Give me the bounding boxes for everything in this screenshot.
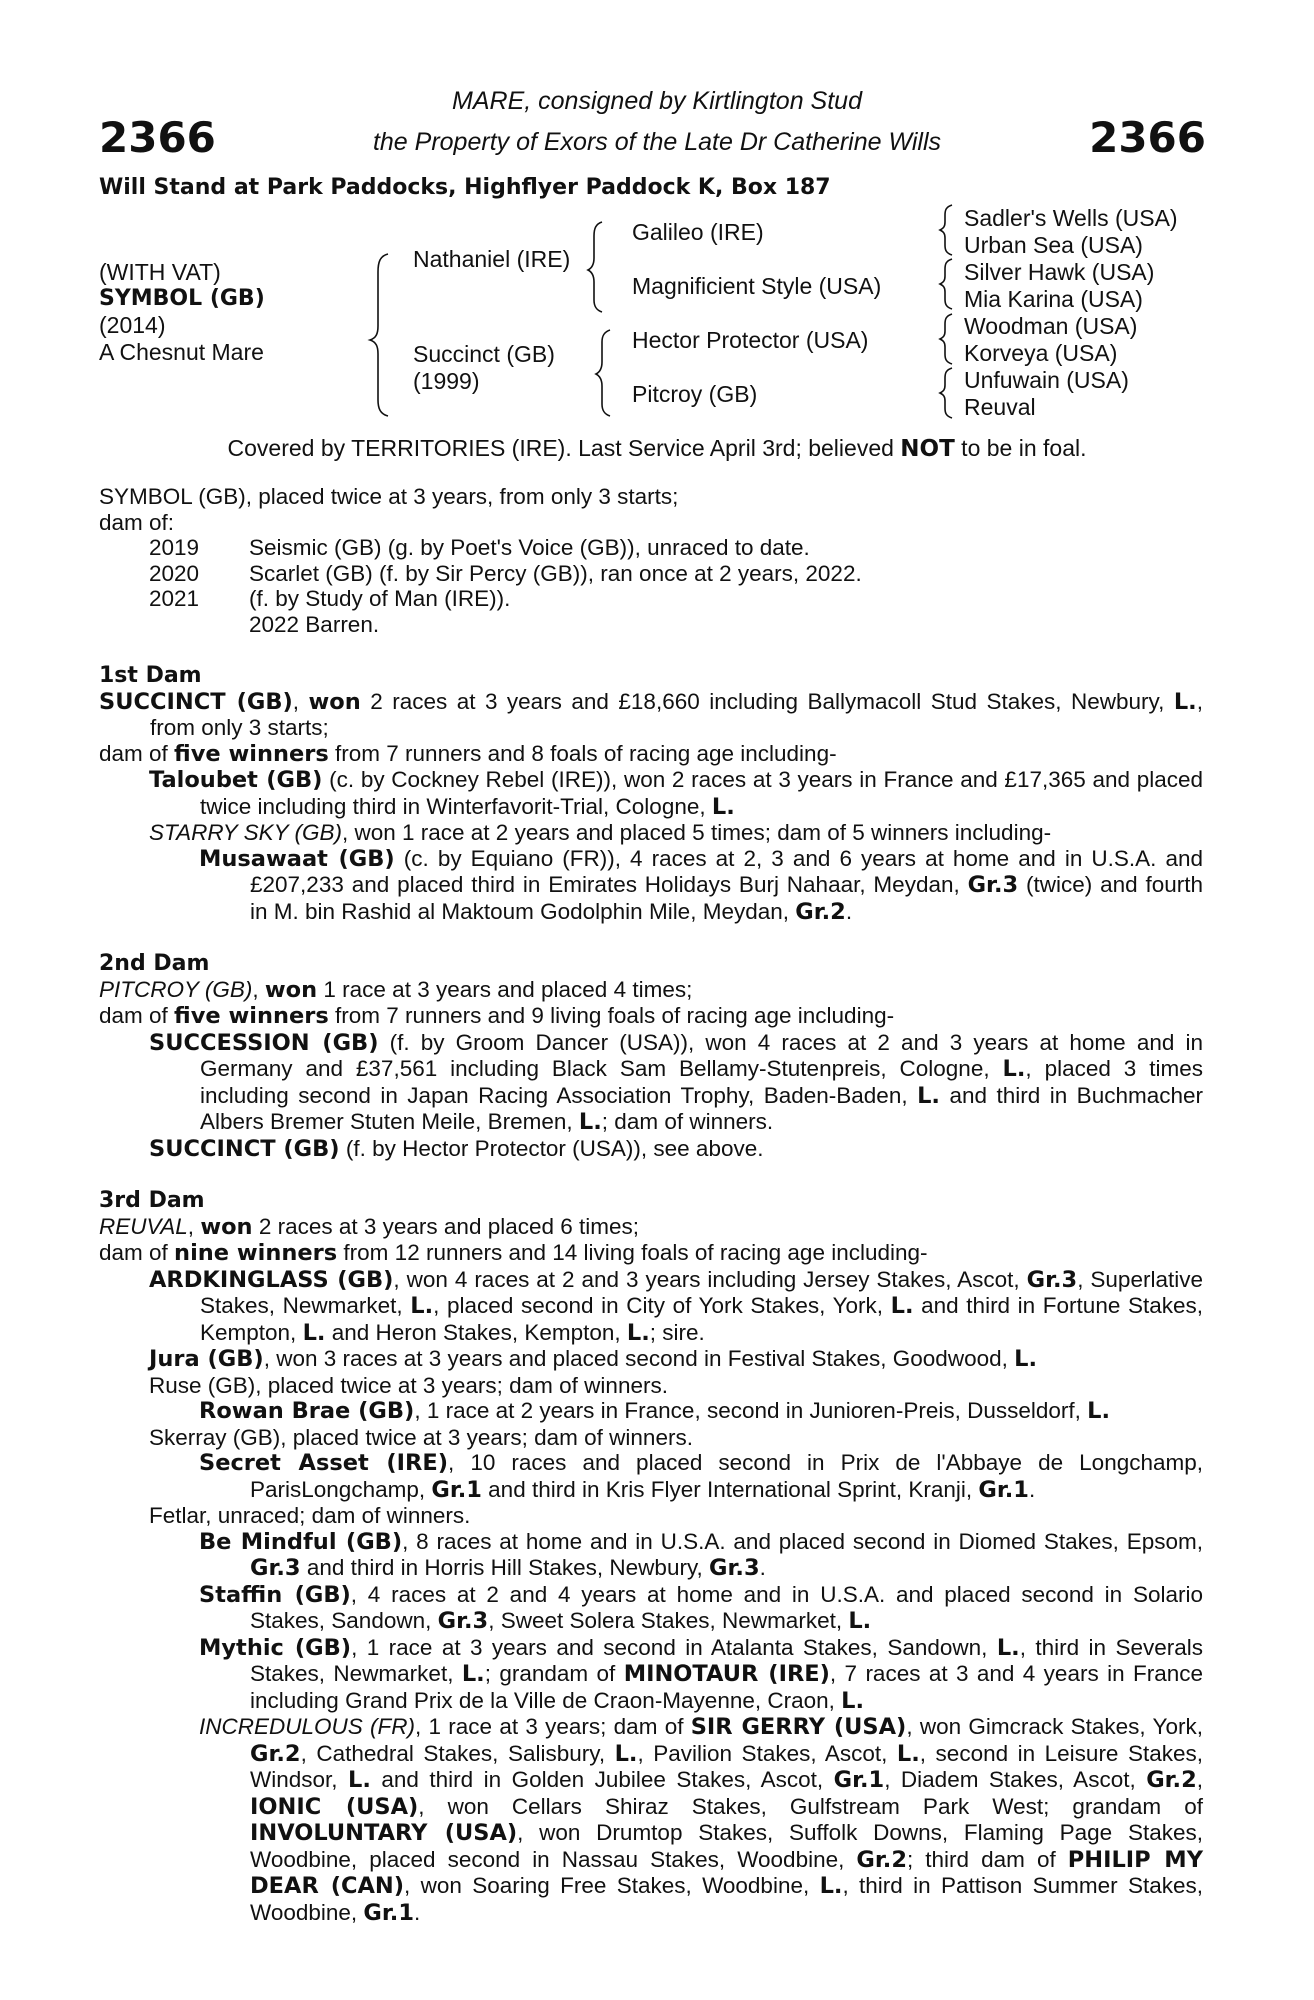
third-dam-daughter: Skerray (GB), placed twice at 3 years; dam of winners.	[149, 1424, 693, 1450]
third-dam-daughter: Ruse (GB), placed twice at 3 years; dam of winners.	[149, 1372, 668, 1398]
first-dam-produce: dam of five winners from 7 runners and 8 foals of racing age including-	[99, 740, 837, 767]
produce-row: 2019 Seismic (GB) (g. by Poet's Voice (GB)), unraced to date.	[149, 535, 810, 560]
third-dam-grandchild: Rowan Brae (GB), 1 race at 2 years in France, second in Junioren-Preis, Dusseldorf, L.	[199, 1398, 1111, 1424]
first-dam-heading: 1st Dam	[99, 663, 202, 688]
horse-name: SYMBOL (GB)	[99, 286, 265, 311]
second-dam-produce: dam of five winners from 7 runners and 9 living foals of racing age including-	[99, 1003, 895, 1029]
produce-row: 2021 (f. by Study of Man (IRE)).	[149, 586, 511, 611]
pedigree-ggs-2: Silver Hawk (USA)	[964, 259, 1155, 285]
pedigree-ggd-3: Korveya (USA)	[964, 340, 1118, 366]
property-line: the Property of Exors of the Late Dr Catherine Wills	[372, 128, 942, 156]
first-dam-winner: Taloubet (GB) (c. by Cockney Rebel (IRE)), won 2 races at 3 years in France and £17,365 and placed twice including third in Winterfavorit-Trial, Cologne, L.	[149, 767, 1204, 820]
third-dam-winner: Jura (GB), won 3 races at 3 years and placed second in Festival Stakes, Goodwood, L.	[149, 1346, 1037, 1372]
pedigree-dam-sire: Hector Protector (USA)	[632, 327, 869, 353]
pedigree-dam-dam: Pitcroy (GB)	[632, 381, 758, 407]
covering-note: Covered by TERRITORIES (IRE). Last Service April 3rd; believed NOT to be in foal.	[227, 435, 1087, 462]
first-dam-grandchild: Musawaat (GB) (c. by Equiano (FR)), 4 races at 2, 3 and 6 years at home and in U.S.A. and £207,233 and placed third in Emirates Holidays Burj Nahaar, Meydan, Gr.3 (twice) and fourth in M. bin Rashid al Maktoum Godolphin Mile, Meydan, Gr.2.	[199, 845, 1204, 925]
pedigree-dam-year: (1999)	[413, 368, 480, 394]
lot-number-left: 2366	[99, 113, 216, 162]
lot-number-right: 2366	[1089, 113, 1206, 162]
pedigree-ggd-1: Urban Sea (USA)	[964, 232, 1143, 258]
pedigree-dam: Succinct (GB)	[413, 341, 555, 367]
pedigree-sire-dam: Magnificient Style (USA)	[632, 273, 882, 299]
third-dam-daughter: Fetlar, unraced; dam of winners.	[149, 1503, 471, 1528]
pedigree-ggs-4: Unfuwain (USA)	[964, 367, 1129, 393]
produce-dam-of: dam of:	[99, 509, 175, 535]
third-dam-grandchild: INCREDULOUS (FR), 1 race at 3 years; dam of SIR GERRY (USA), won Gimcrack Stakes, York, Gr.2, Cathedral Stakes, Salisbury, L., Pavilion Stakes, Ascot, L., second in Leisure Stakes, Windsor, L. and third in Golden Jubilee Stakes, Ascot, Gr.1, Diadem Stakes, Ascot, Gr.2, IONIC (USA), won Cellars Shiraz Stakes, Gulfstream Park West; grandam of INVOLUNTARY (USA), won Drumtop Stakes, Suffolk Downs, Flaming Page Stakes, Woodbine, placed second in Nassau Stakes, Woodbine, Gr.2; third dam of PHILIP MY DEAR (CAN), won Soaring Free Stakes, Woodbine, L., third in Pattison Summer Stakes, Woodbine, Gr.1.	[199, 1714, 1204, 1926]
catalogue-body	[99, 484, 1203, 1926]
third-dam-heading: 3rd Dam	[99, 1188, 205, 1213]
second-dam-winner: SUCCINCT (GB) (f. by Hector Protector (USA)), see above.	[149, 1135, 764, 1162]
produce-row: 2020 Scarlet (GB) (f. by Sir Percy (GB)), ran once at 2 years, 2022.	[149, 560, 862, 586]
pedigree-sire-sire: Galileo (IRE)	[632, 219, 764, 245]
third-dam-grandchild: Staffin (GB), 4 races at 2 and 4 years at home and in U.S.A. and placed second in Solario Stakes, Sandown, Gr.3, Sweet Solera Stakes, Newmarket, L.	[199, 1581, 1203, 1634]
first-dam-daughter: STARRY SKY (GB), won 1 race at 2 years and placed 5 times; dam of 5 winners including-	[149, 820, 1052, 845]
third-dam-grandchild: Be Mindful (GB), 8 races at home and in U.S.A. and placed second in Diomed Stakes, Epsom, Gr.3 and third in Horris Hill Stakes, Newbury, Gr.3.	[199, 1528, 1203, 1581]
second-dam-entry: PITCROY (GB), won 1 race at 3 years and placed 4 times;	[99, 976, 693, 1003]
pedigree-ggs-3: Woodman (USA)	[964, 313, 1138, 339]
pedigree-ggs-1: Sadler's Wells (USA)	[964, 205, 1178, 231]
third-dam-grandchild: Secret Asset (IRE), 10 races and placed second in Prix de l'Abbaye de Longchamp, ParisLongchamp, Gr.1 and third in Kris Flyer International Sprint, Kranji, Gr.1.	[199, 1450, 1203, 1503]
pedigree-ggd-4: Reuval	[964, 394, 1036, 420]
stand-location: Will Stand at Park Paddocks, Highflyer Paddock K, Box 187	[99, 175, 831, 200]
horse-year: (2014)	[99, 312, 166, 338]
third-dam-produce: dam of nine winners from 12 runners and 14 living foals of racing age including-	[99, 1240, 928, 1266]
third-dam-entry: REUVAL, won 2 races at 3 years and placed 6 times;	[99, 1213, 640, 1240]
first-dam-entry: SUCCINCT (GB), won 2 races at 3 years and £18,660 including Ballymacoll Stud Stakes, Newbury, L., from only 3 starts;	[99, 688, 1203, 740]
vat-note: (WITH VAT)	[99, 259, 221, 285]
horse-description: A Chesnut Mare	[99, 339, 264, 365]
pedigree-sire: Nathaniel (IRE)	[413, 246, 571, 272]
pedigree-ggd-2: Mia Karina (USA)	[964, 286, 1143, 312]
third-dam-grandchild: Mythic (GB), 1 race at 3 years and second in Atalanta Stakes, Sandown, L., third in Severals Stakes, Newmarket, L.; grandam of MINOTAUR (IRE), 7 races at 3 and 4 years in France including Grand Prix de la Ville de Craon-Mayenne, Craon, L.	[199, 1634, 1204, 1714]
consignment-line: MARE, consigned by Kirtlington Stud	[452, 87, 862, 115]
third-dam-winner: ARDKINGLASS (GB), won 4 races at 2 and 3 years including Jersey Stakes, Ascot, Gr.3, Superlative Stakes, Newmarket, L., placed second in City of York Stakes, York, L. and third in Fortune Stakes, Kempton, L. and Heron Stakes, Kempton, L.; sire.	[149, 1266, 1203, 1346]
second-dam-heading: 2nd Dam	[99, 951, 210, 976]
second-dam-winner: SUCCESSION (GB) (f. by Groom Dancer (USA)), won 4 races at 2 and 3 years at home and in Germany and £37,561 including Black Sam Bellamy-Stutenpreis, Cologne, L., placed 3 times including second in Japan Racing Association Trophy, Baden-Baden, L. and third in Buchmacher Albers Bremer Stuten Meile, Bremen, L.; dam of winners.	[149, 1029, 1203, 1135]
produce-row: 2022 Barren.	[249, 611, 380, 637]
produce-intro: SYMBOL (GB), placed twice at 3 years, from only 3 starts;	[99, 484, 679, 509]
